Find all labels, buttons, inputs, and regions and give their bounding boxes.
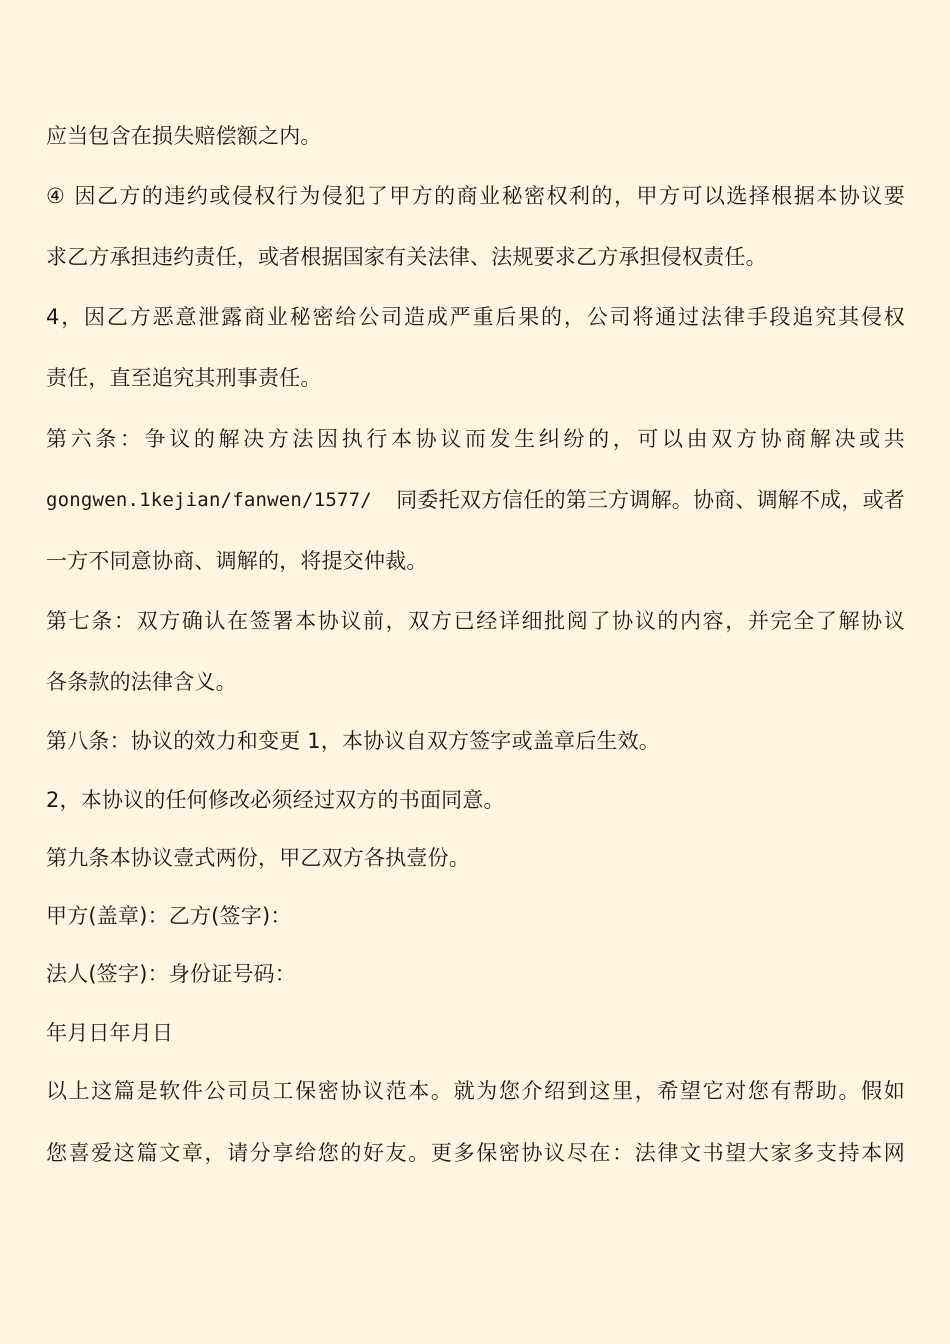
paragraph-line: 一方不同意协商、调解的，将提交仲裁。 — [46, 549, 428, 573]
paragraph-line: 应当包含在损失赔偿额之内。 — [46, 124, 322, 148]
closing-paragraph-line: 以上这篇是软件公司员工保密协议范本。就为您介绍到这里，希望它对您有帮助。假如 — [46, 1079, 905, 1103]
article-6-heading-line: 第六条：争议的解决方法因执行本协议而发生纠纷的，可以由双方协商解决或共 — [46, 427, 905, 451]
url-text: gongwen.1kejian/fanwen/1577/ — [46, 489, 372, 511]
paragraph-line-with-url — [46, 486, 905, 514]
paragraph-line: ④ 因乙方的违约或侵权行为侵犯了甲方的商业秘密权利的，甲方可以选择根据本协议要 — [46, 184, 905, 208]
article-7-heading-line: 第七条：双方确认在签署本协议前，双方已经详细批阅了协议的内容，并完全了解协议 — [46, 609, 905, 633]
signature-line-party: 甲方(盖章)：乙方(签字)： — [46, 904, 292, 928]
signature-line-legal: 法人(签字)：身份证号码： — [46, 962, 296, 986]
paragraph-line: 各条款的法律含义。 — [46, 670, 237, 694]
article-8-heading-line: 第八条：协议的效力和变更 1，本协议自双方签字或盖章后生效。 — [46, 729, 661, 753]
paragraph-line: 4，因乙方恶意泄露商业秘密给公司造成严重后果的，公司将通过法律手段追究其侵权 — [46, 305, 905, 329]
paragraph-line: 求乙方承担违约责任，或者根据国家有关法律、法规要求乙方承担侵权责任。 — [46, 245, 767, 269]
paragraph-line: 责任，直至追究其刑事责任。 — [46, 366, 322, 390]
closing-paragraph-line: 您喜爱这篇文章，请分享给您的好友。更多保密协议尽在：法律文书望大家多支持本网 — [46, 1141, 905, 1165]
paragraph-line: 2，本协议的任何修改必须经过双方的书面同意。 — [46, 788, 505, 812]
article-9-heading-line: 第九条本协议壹式两份，甲乙双方各执壹份。 — [46, 846, 470, 870]
paragraph-text: 同委托双方信任的第三方调解。协商、调解不成，或者 — [396, 488, 905, 512]
date-line: 年月日年月日 — [46, 1021, 174, 1045]
